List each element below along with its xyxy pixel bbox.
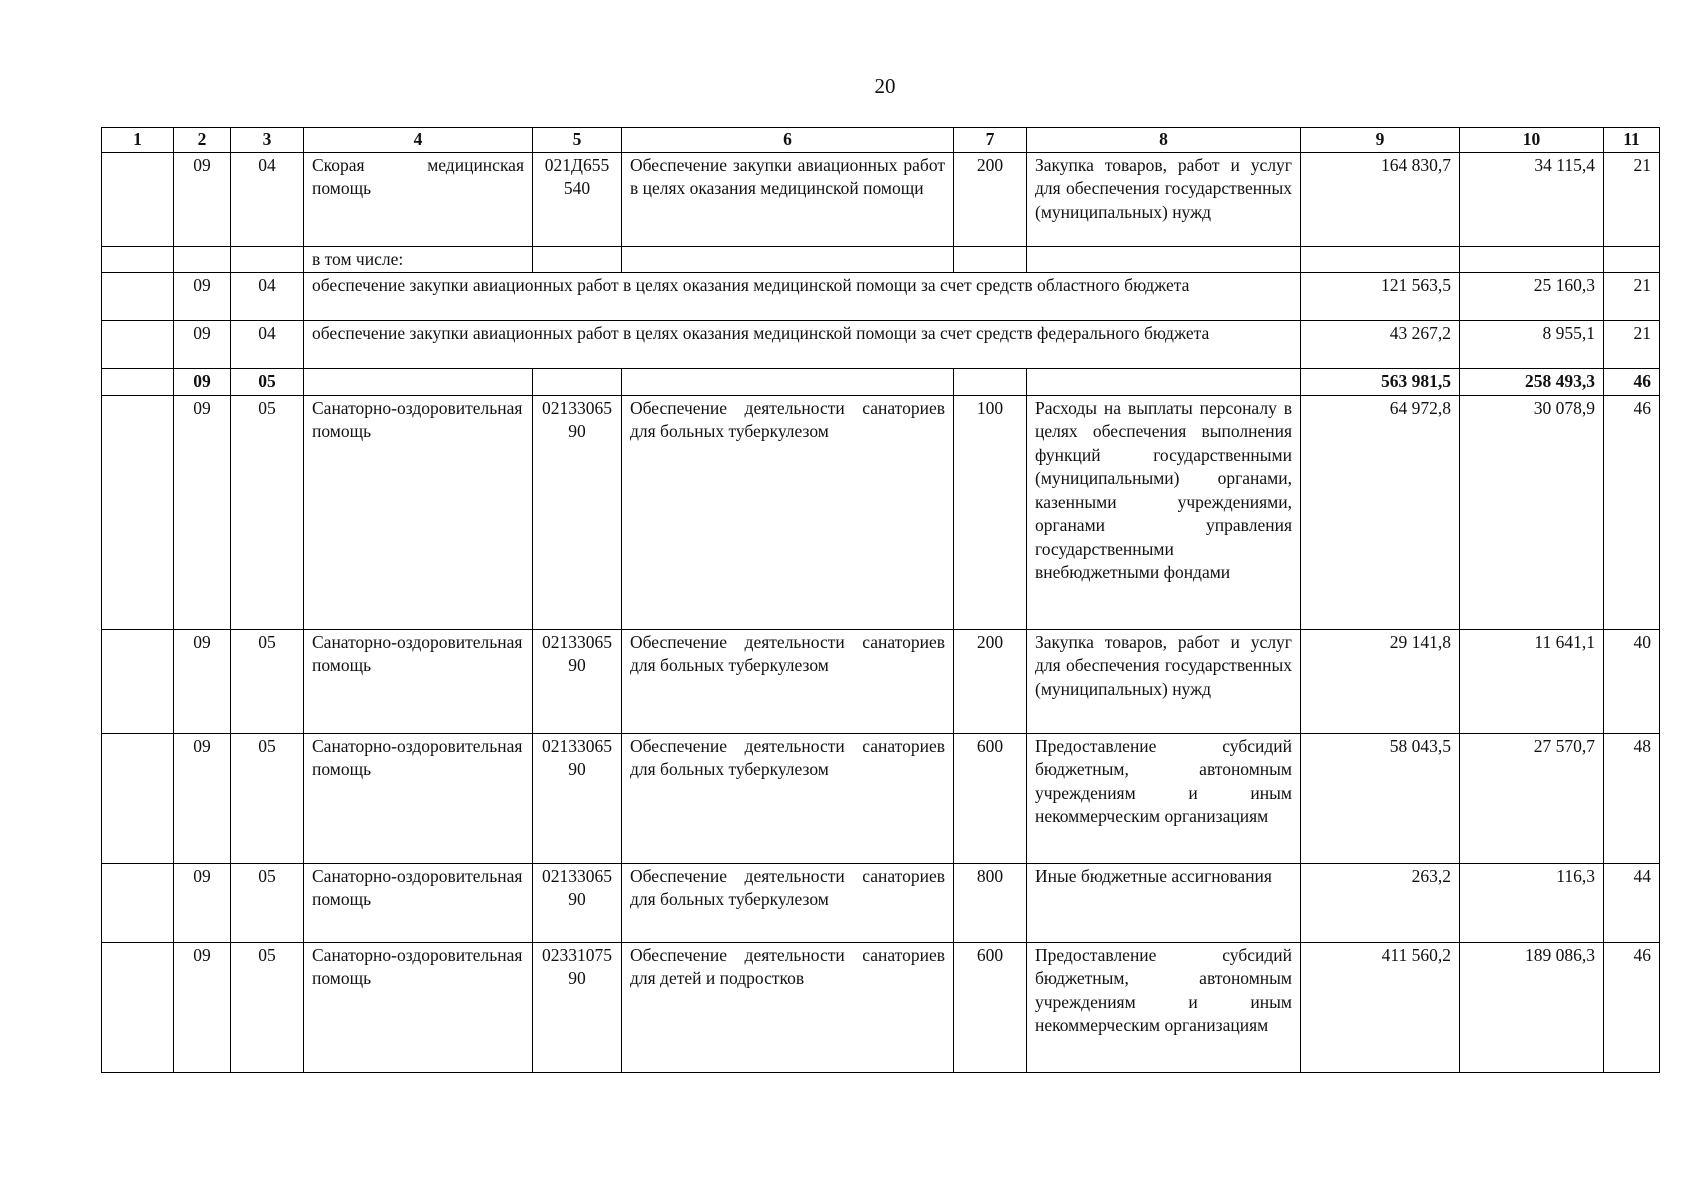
subsection-name: Санаторно-оздоровительная помощь [304,942,533,1072]
section-code: 09 [174,942,231,1072]
amount-col10: 25 160,3 [1460,273,1604,321]
amount-col9: 43 267,2 [1301,321,1460,369]
column-header: 5 [533,128,622,153]
subsection-code: 04 [231,152,304,246]
expense-type-name: Закупка товаров, работ и услуг для обеспечения государственных (муниципальных) нужд [1027,152,1301,246]
table-cell [102,273,174,321]
amount-col9: 64 972,8 [1301,395,1460,629]
table-cell [1460,246,1604,273]
subsection-name: Скорая медицинская помощь [304,152,533,246]
table-cell [102,369,174,396]
target-article-code: 0213306590 [533,629,622,733]
page-number: 20 [874,74,896,98]
section-code: 09 [174,152,231,246]
percent-col11: 40 [1604,629,1660,733]
table-cell [1301,246,1460,273]
percent-col11: 48 [1604,733,1660,863]
subsection-code: 04 [231,273,304,321]
table-cell [954,246,1027,273]
expense-type-code: 600 [954,733,1027,863]
table-cell [102,152,174,246]
expense-type-name: Предоставление субсидий бюджетным, автономным учреждениям и иным некоммерческим организациям [1027,942,1301,1072]
column-header: 6 [622,128,954,153]
table-cell [102,246,174,273]
amount-col9: 263,2 [1301,863,1460,942]
table-cell [533,246,622,273]
table-row [102,152,1660,246]
amount-col10: 34 115,4 [1460,152,1604,246]
subtotal-row [102,369,1660,396]
target-article-code: 021Д655540 [533,152,622,246]
amount-col10: 258 493,3 [1460,369,1604,396]
table-cell [231,246,304,273]
table-cell [102,395,174,629]
amount-col10: 11 641,1 [1460,629,1604,733]
column-header: 2 [174,128,231,153]
table-cell [102,942,174,1072]
percent-col11: 46 [1604,395,1660,629]
subsection-code: 05 [231,369,304,396]
amount-col9: 164 830,7 [1301,152,1460,246]
amount-col9: 411 560,2 [1301,942,1460,1072]
target-article-name: Обеспечение деятельности санаториев для детей и подростков [622,942,954,1072]
subsection-code: 05 [231,942,304,1072]
table-cell [102,321,174,369]
section-code: 09 [174,369,231,396]
subsection-code: 05 [231,395,304,629]
section-code: 09 [174,273,231,321]
table-cell [102,629,174,733]
table-row [102,273,1660,321]
expense-type-code: 200 [954,629,1027,733]
subsection-name: Санаторно-оздоровительная помощь [304,863,533,942]
table-row [102,942,1660,1072]
table-row [102,246,1660,273]
column-header: 1 [102,128,174,153]
funding-source-description: обеспечение закупки авиационных работ в целях оказания медицинской помощи за счет средств областного бюджета [304,273,1301,321]
subsection-name: Санаторно-оздоровительная помощь [304,629,533,733]
budget-table [101,127,1660,1073]
percent-col11: 44 [1604,863,1660,942]
section-code: 09 [174,629,231,733]
percent-col11: 21 [1604,152,1660,246]
subsection-code: 05 [231,733,304,863]
amount-col10: 30 078,9 [1460,395,1604,629]
column-header: 3 [231,128,304,153]
percent-col11: 21 [1604,273,1660,321]
table-cell [1027,369,1301,396]
percent-col11: 46 [1604,369,1660,396]
target-article-name: Обеспечение закупки авиационных работ в целях оказания медицинской помощи [622,152,954,246]
table-cell [533,369,622,396]
column-header: 10 [1460,128,1604,153]
amount-col9: 563 981,5 [1301,369,1460,396]
subsection-name: Санаторно-оздоровительная помощь [304,395,533,629]
section-code: 09 [174,863,231,942]
percent-col11: 46 [1604,942,1660,1072]
amount-col9: 58 043,5 [1301,733,1460,863]
table-row [102,733,1660,863]
table-cell [304,369,533,396]
expense-type-name: Предоставление субсидий бюджетным, автономным учреждениям и иным некоммерческим организациям [1027,733,1301,863]
amount-col10: 27 570,7 [1460,733,1604,863]
table-cell [174,246,231,273]
percent-col11: 21 [1604,321,1660,369]
table-row [102,629,1660,733]
target-article-code: 0213306590 [533,733,622,863]
subsection-code: 05 [231,863,304,942]
table-cell [1604,246,1660,273]
target-article-code: 0213306590 [533,863,622,942]
section-code: 09 [174,321,231,369]
expense-type-code: 200 [954,152,1027,246]
amount-col10: 116,3 [1460,863,1604,942]
column-header: 4 [304,128,533,153]
amount-col10: 8 955,1 [1460,321,1604,369]
section-code: 09 [174,395,231,629]
target-article-code: 0233107590 [533,942,622,1072]
table-cell [954,369,1027,396]
table-cell [102,733,174,863]
table-cell [1027,246,1301,273]
target-article-code: 0213306590 [533,395,622,629]
subsection-name: Санаторно-оздоровительная помощь [304,733,533,863]
funding-source-description: обеспечение закупки авиационных работ в целях оказания медицинской помощи за счет средств федерального бюджета [304,321,1301,369]
column-header: 9 [1301,128,1460,153]
table-cell [622,246,954,273]
expense-type-name: Иные бюджетные ассигнования [1027,863,1301,942]
target-article-name: Обеспечение деятельности санаториев для больных туберкулезом [622,395,954,629]
amount-col9: 29 141,8 [1301,629,1460,733]
subsection-code: 05 [231,629,304,733]
target-article-name: Обеспечение деятельности санаториев для больных туберкулезом [622,863,954,942]
table-row [102,863,1660,942]
column-header: 11 [1604,128,1660,153]
amount-col10: 189 086,3 [1460,942,1604,1072]
expense-type-code: 100 [954,395,1027,629]
table-row [102,321,1660,369]
subsection-code: 04 [231,321,304,369]
column-header: 8 [1027,128,1301,153]
amount-col9: 121 563,5 [1301,273,1460,321]
table-row [102,395,1660,629]
expense-type-code: 600 [954,942,1027,1072]
including-label: в том числе: [304,246,533,273]
expense-type-name: Закупка товаров, работ и услуг для обеспечения государственных (муниципальных) нужд [1027,629,1301,733]
table-header-row [102,128,1660,153]
expense-type-name: Расходы на выплаты персоналу в целях обеспечения выполнения функций государственными (муниципальными) органами, казенными учреждениями, органами управления государственными внебюджетными фондами [1027,395,1301,629]
column-header: 7 [954,128,1027,153]
table-cell [102,863,174,942]
target-article-name: Обеспечение деятельности санаториев для больных туберкулезом [622,629,954,733]
expense-type-code: 800 [954,863,1027,942]
section-code: 09 [174,733,231,863]
table-cell [622,369,954,396]
target-article-name: Обеспечение деятельности санаториев для больных туберкулезом [622,733,954,863]
